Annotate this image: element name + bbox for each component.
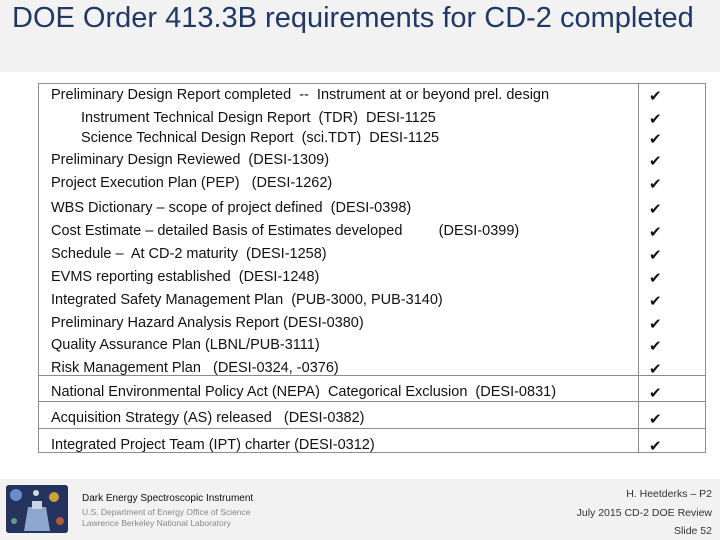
table-row — [39, 246, 705, 266]
org-name: Dark Energy Spectroscopic Instrument — [82, 493, 254, 504]
check-mark-icon: ✔ — [649, 437, 662, 455]
table-row — [39, 269, 705, 289]
requirement-text: Project Execution Plan (PEP) (DESI-1262) — [51, 175, 333, 191]
requirement-text: Risk Management Plan (DESI-0324, -0376) — [51, 360, 339, 376]
requirement-text: Preliminary Design Report completed -- Instrument at or beyond prel. design — [51, 87, 550, 103]
requirement-text: Instrument Technical Design Report (TDR) DESI-1125 — [81, 110, 436, 126]
requirement-text: Cost Estimate – detailed Basis of Estimates developed (DESI-0399) — [51, 223, 520, 239]
requirement-text: Preliminary Hazard Analysis Report (DESI-0380) — [51, 315, 364, 331]
table-row — [39, 175, 705, 195]
check-mark-icon: ✔ — [649, 315, 662, 333]
requirement-text: National Environmental Policy Act (NEPA) Categorical Exclusion (DESI-0831) — [51, 384, 557, 400]
table-row — [39, 223, 705, 243]
table-row — [39, 130, 705, 150]
presenter-label: H. Heetderks – P2 — [626, 488, 712, 500]
requirement-text: Acquisition Strategy (AS) released (DESI-0382) — [51, 410, 365, 426]
requirement-text: Quality Assurance Plan (LBNL/PUB-3111) — [51, 337, 320, 353]
check-mark-icon: ✔ — [649, 246, 662, 264]
check-mark-icon: ✔ — [649, 360, 662, 378]
event-label: July 2015 CD-2 DOE Review — [576, 507, 712, 519]
table-row — [39, 337, 705, 357]
requirement-text: Schedule – At CD-2 maturity (DESI-1258) — [51, 246, 327, 262]
requirement-text: Science Technical Design Report (sci.TDT) DESI-1125 — [81, 130, 440, 146]
table-row — [39, 152, 705, 172]
requirements-table — [38, 83, 706, 453]
requirement-text: EVMS reporting established (DESI-1248) — [51, 269, 320, 285]
check-mark-icon: ✔ — [649, 337, 662, 355]
telescope-logo-icon — [6, 485, 68, 533]
table-row — [39, 428, 705, 457]
check-mark-icon: ✔ — [649, 410, 662, 428]
requirement-text: Integrated Safety Management Plan (PUB-3000, PUB-3140) — [51, 292, 443, 308]
check-mark-icon: ✔ — [649, 87, 662, 105]
table-row — [39, 200, 705, 220]
table-row — [39, 110, 705, 130]
check-mark-icon: ✔ — [649, 110, 662, 128]
requirement-text: WBS Dictionary – scope of project defined (DESI-0398) — [51, 200, 412, 216]
requirement-text: Integrated Project Team (IPT) charter (DESI-0312) — [51, 437, 375, 453]
table-row — [39, 292, 705, 312]
check-mark-icon: ✔ — [649, 223, 662, 241]
check-mark-icon: ✔ — [649, 175, 662, 193]
slide-number: Slide 52 — [674, 525, 712, 537]
check-mark-icon: ✔ — [649, 130, 662, 148]
table-row — [39, 315, 705, 335]
desi-logo — [6, 485, 68, 533]
table-row — [39, 401, 705, 430]
table-row — [39, 375, 705, 404]
check-mark-icon: ✔ — [649, 292, 662, 310]
check-mark-icon: ✔ — [649, 200, 662, 218]
table-row — [39, 87, 705, 107]
org-affiliation-doe: U.S. Department of Energy Office of Science — [82, 507, 251, 517]
check-mark-icon: ✔ — [649, 384, 662, 402]
org-affiliation-lbnl: Lawrence Berkeley National Laboratory — [82, 518, 231, 528]
slide-title: DOE Order 413.3B requirements for CD-2 completed — [12, 2, 694, 34]
check-mark-icon: ✔ — [649, 269, 662, 287]
requirement-text: Preliminary Design Reviewed (DESI-1309) — [51, 152, 330, 168]
check-mark-icon: ✔ — [649, 152, 662, 170]
